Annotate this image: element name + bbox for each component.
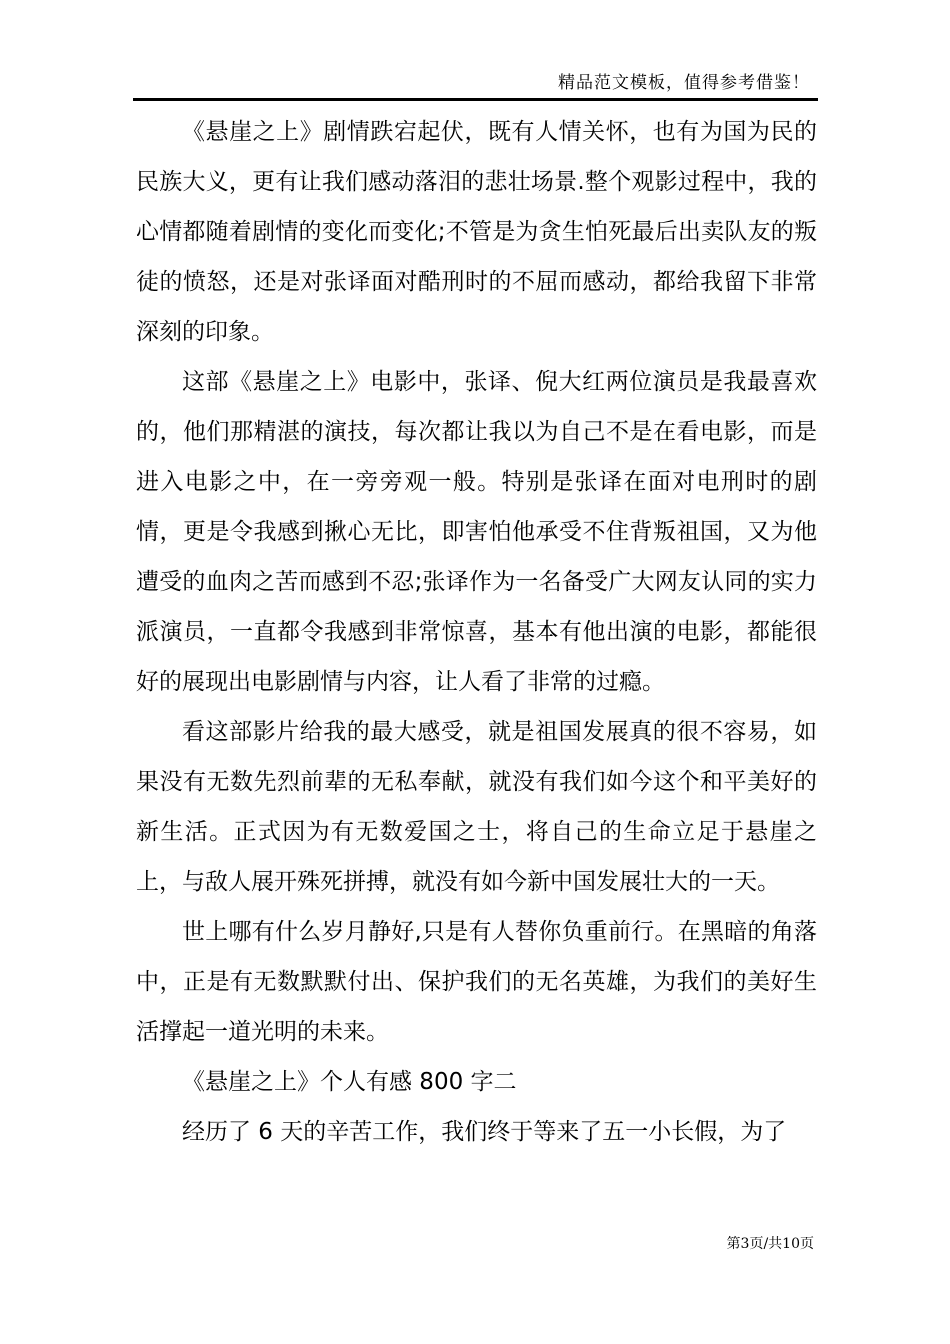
paragraph: 世上哪有什么岁月静好,只是有人替你负重前行。在黑暗的角落中，正是有无数默默付出、保护我们的无名英雄，为我们的美好生活撑起一道光明的未来。 — [136, 919, 817, 1045]
paragraph: 经历了 6 天的辛苦工作，我们终于等来了五一小长假，为了 — [182, 1119, 787, 1145]
section-heading: 《悬崖之上》个人有感 800 字二 — [182, 1069, 517, 1095]
paragraph: 看这部影片给我的最大感受，就是祖国发展真的很不容易，如果没有无数先烈前辈的无私奉献，就没有我们如今这个和平美好的新生活。正式因为有无数爱国之士，将自己的生命立足于悬崖之上，与敌人展开殊死拼搏，就没有如今新中国发展壮大的一天。 — [136, 719, 817, 895]
paragraph: 这部《悬崖之上》电影中，张译、倪大红两位演员是我最喜欢的，他们那精湛的演技，每次都让我以为自己不是在看电影，而是进入电影之中，在一旁旁观一般。特别是张译在面对电刑时的剧情，更是令我感到揪心无比，即害怕他承受不住背叛祖国，又为他遭受的血肉之苦而感到不忍;张译作为一名备受广大网友认同的实力派演员，一直都令我感到非常惊喜，基本有他出演的电影，都能很好的展现出电影剧情与内容，让人看了非常的过瘾。 — [136, 369, 817, 695]
paragraph: 《悬崖之上》剧情跌宕起伏，既有人情关怀，也有为国为民的民族大义，更有让我们感动落泪的悲壮场景.整个观影过程中，我的心情都随着剧情的变化而变化;不管是为贪生怕死最后出卖队友的叛徒的愤怒，还是对张译面对酷刑时的不屈而感动，都给我留下非常深刻的印象。 — [136, 119, 817, 345]
header-divider — [133, 98, 818, 101]
page-header: 精品范文模板，值得参考借鉴！ — [558, 73, 810, 93]
document-body — [136, 107, 817, 1157]
page-number: 第3页/共10页 — [726, 1236, 814, 1252]
